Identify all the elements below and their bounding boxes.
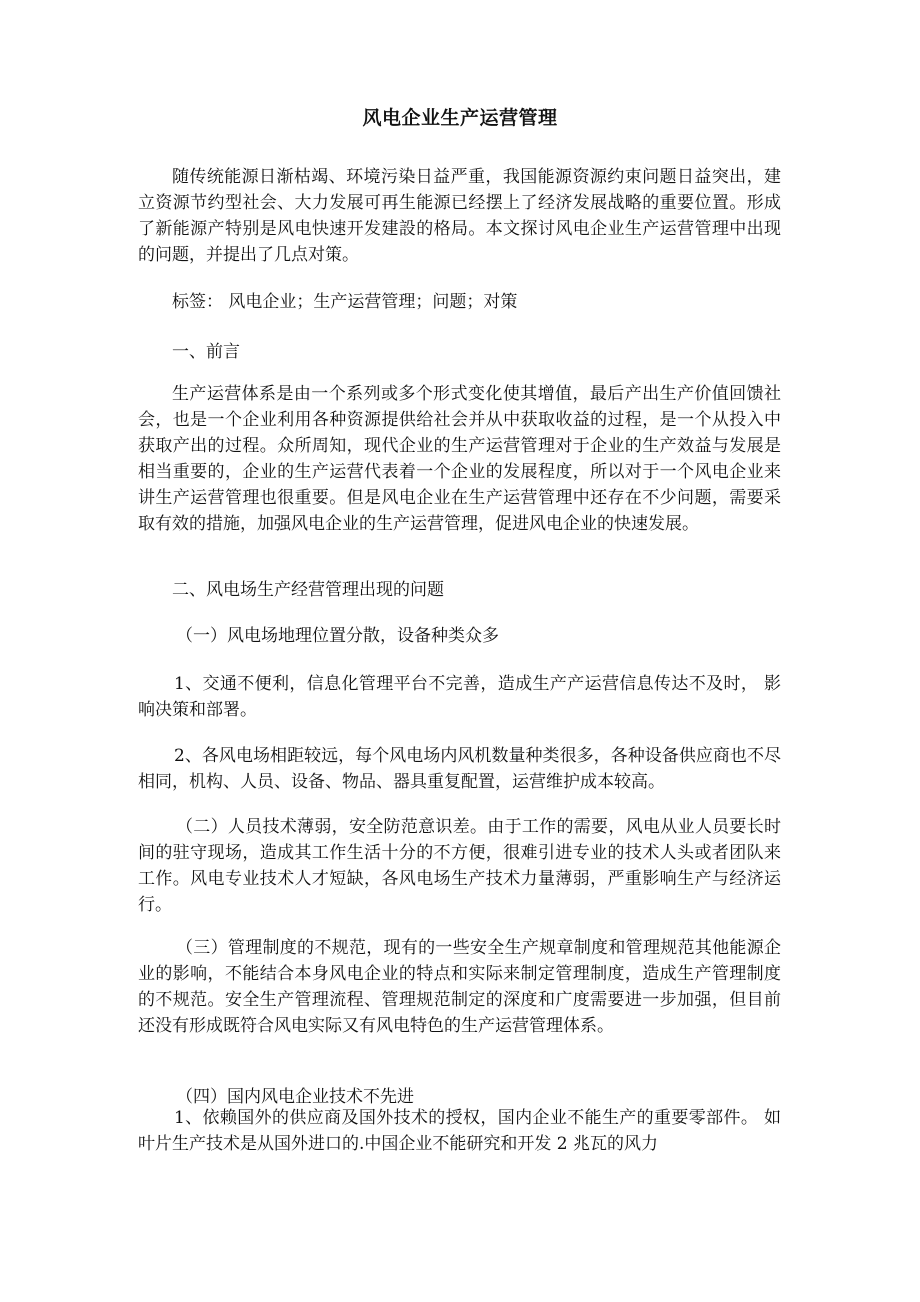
keywords-line: 标签： 风电企业；生产运营管理；问题；对策 [172,292,518,312]
subheading-geography: （一）风电场地理位置分散，设备种类众多 [176,626,499,646]
subheading-management: （三）管理制度的不规范，现有的一些安全生产规章制度和管理规范其他能源企业的影响，不能结合本身风电企业的特点和实际来制定管理制度，造成生产管理制度的不规范。安全生产管理流程、管理规范制定的深度和广度需要进一步加强，但目前还没有形成既符合风电实际又有风电特色的生产运营管理体系。 [138,938,781,1036]
subheading-technology: （四）国内风电企业技术不先进 [176,1087,414,1107]
document-title: 风电企业生产运营管理 [362,107,558,129]
section-heading-preface: 一、前言 [172,342,240,362]
section-heading-problems: 二、风电场生产经营管理出现的问题 [172,580,444,600]
preface-paragraph: 生产运营体系是由一个系列或多个形式变化使其增值，最后产出生产价值回馈社会，也是一个企业利用各种资源提供给社会并从中获取收益的过程，是一个从投入中获取产出的过程。众所周知，现代企业的生产运营管理对于企业的生产效益与发展是相当重要的，企业的生产运营代表着一个企业的发展程度，所以对于一个风电企业来讲生产运营管理也很重要。但是风电企业在生产运营管理中还存在不少问题，需要采取有效的措施，加强风电企业的生产运营管理，促进风电企业的快速发展。 [138,384,781,534]
problem-item-distance: 2、各风电场相距较远，每个风电场内风机数量种类很多，各种设备供应商也不尽相同，机构、人员、设备、物品、器具重复配置，运营维护成本较高。 [138,746,781,792]
problem-item-transport: 1、交通不便利，信息化管理平台不完善，造成生产产运营信息传达不及时， 影响决策和部署。 [138,674,781,720]
subheading-personnel: （二）人员技术薄弱，安全防范意识差。由于工作的需要，风电从业人员要长时间的驻守现场，造成其工作生活十分的不方便，很难引进专业的技术人头或者团队来工作。风电专业技术人才短缺，各风电场生产技术力量薄弱，严重影响生产与经济运行。 [138,817,781,915]
technology-item-dependence: 1、依赖国外的供应商及国外技术的授权，国内企业不能生产的重要零部件。 如叶片生产技术是从国外进口的.中国企业不能研究和开发 2 兆瓦的风力 [138,1108,781,1154]
abstract-paragraph: 随传统能源日渐枯竭、环境污染日益严重，我国能源资源约束问题日益突出，建立资源节约型社会、大力发展可再生能源已经摆上了经济发展战略的重要位置。形成了新能源产特别是风电快速开发建設的格局。本文探讨风电企业生产运营管理中出现的问题，并提出了几点对策。 [138,167,781,265]
